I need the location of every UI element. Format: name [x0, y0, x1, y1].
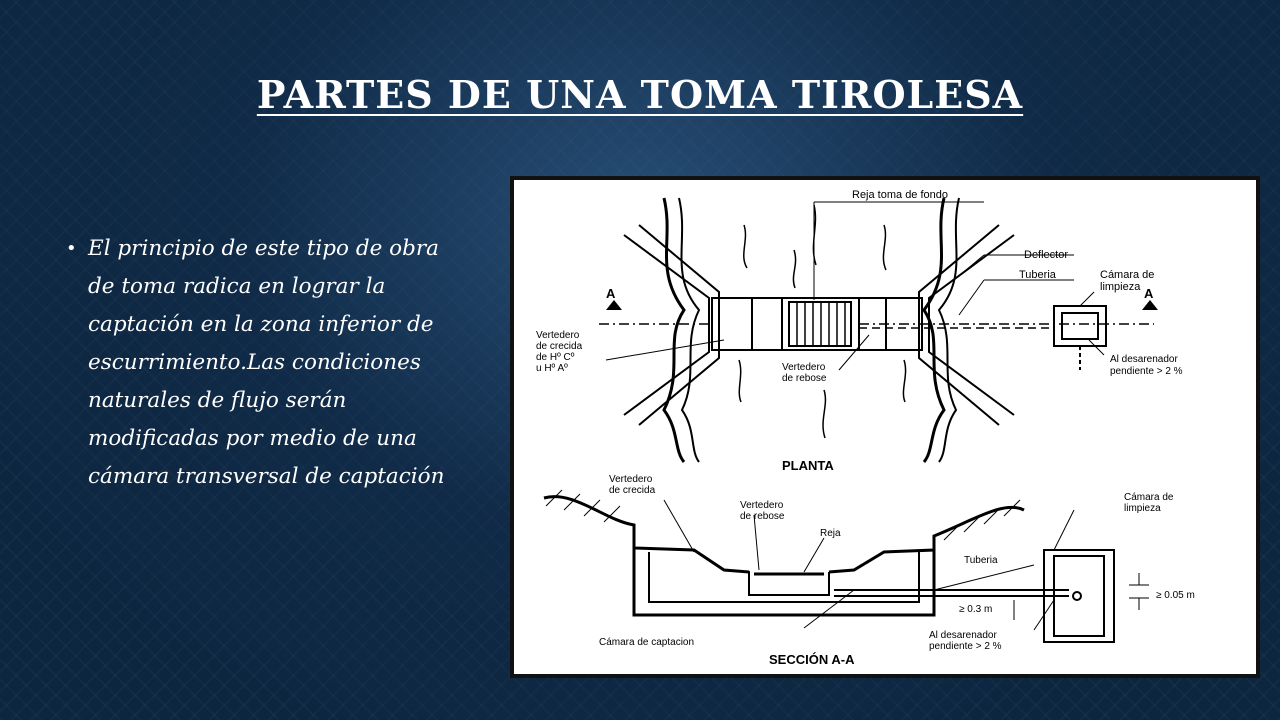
label-s-vert-crecida-1: Vertedero: [609, 474, 653, 485]
label-tuberia: Tuberia: [1019, 269, 1056, 281]
label-a-right: A: [1144, 286, 1154, 301]
label-s-vert-rebose-2: de rebose: [740, 511, 785, 522]
dam-body: [712, 298, 922, 350]
label-camara-limpieza-1: Cámara de: [1100, 269, 1155, 281]
label-vert-crecida-4: u Hº Aº: [536, 363, 568, 374]
camara-captacion-outline: [634, 548, 934, 615]
label-s-dim-03: ≥ 0.3 m: [959, 604, 993, 615]
bullet-text: El principio de este tipo de obra de toma radica en lograr la captación en la zona inferior de escurrimiento.Las condiciones naturales de flujo serán modificadas por medio de una cámara transversal de captación: [88, 236, 445, 489]
label-s-camara-limpieza-1: Cámara de: [1124, 492, 1174, 503]
label-desarenador-1: Al desarenador: [1110, 354, 1178, 365]
label-s-desarenador-1: Al desarenador: [929, 630, 997, 641]
diagram-svg: [514, 180, 1256, 674]
label-reja-toma: Reja toma de fondo: [852, 189, 949, 201]
label-s-dim-005: ≥ 0.05 m: [1156, 590, 1195, 601]
label-vert-rebose-2: de rebose: [782, 373, 827, 384]
label-camara-limpieza-2: limpieza: [1100, 281, 1141, 293]
section-arrow-left: [606, 300, 622, 310]
label-s-camara-limpieza-2: limpieza: [1124, 503, 1161, 514]
bullet-item: [66, 230, 466, 496]
left-bank-line-2: [679, 198, 699, 462]
reja-grid: [789, 302, 851, 346]
bullet-marker: •: [66, 238, 77, 259]
label-planta: PLANTA: [782, 458, 834, 473]
label-s-vert-rebose-1: Vertedero: [740, 500, 784, 511]
label-seccion: SECCIÓN A-A: [769, 652, 855, 667]
ground-profile: [544, 497, 1024, 572]
bullet-list: [66, 230, 466, 496]
label-deflector: Deflector: [1024, 249, 1069, 261]
label-s-tuberia: Tuberia: [964, 555, 998, 566]
right-bank-line: [924, 198, 944, 462]
label-vert-crecida-2: de crecida: [536, 341, 583, 352]
label-a-left: A: [606, 286, 616, 301]
label-vert-rebose-1: Vertedero: [782, 362, 826, 373]
slide-title: PARTES DE UNA TOMA TIROLESA: [256, 72, 1024, 117]
label-desarenador-2: pendiente > 2 %: [1110, 366, 1183, 377]
label-s-camara-captacion: Cámara de captacion: [599, 637, 695, 648]
label-vert-crecida-3: de Hº Cº: [536, 352, 575, 363]
section-arrow-right: [1142, 300, 1158, 310]
label-vert-crecida-1: Vertedero: [536, 330, 580, 341]
label-s-reja: Reja: [820, 528, 841, 539]
label-s-vert-crecida-2: de crecida: [609, 485, 656, 496]
label-s-desarenador-2: pendiente > 2 %: [929, 641, 1002, 652]
toma-tirolesa-diagram: [510, 176, 1260, 678]
